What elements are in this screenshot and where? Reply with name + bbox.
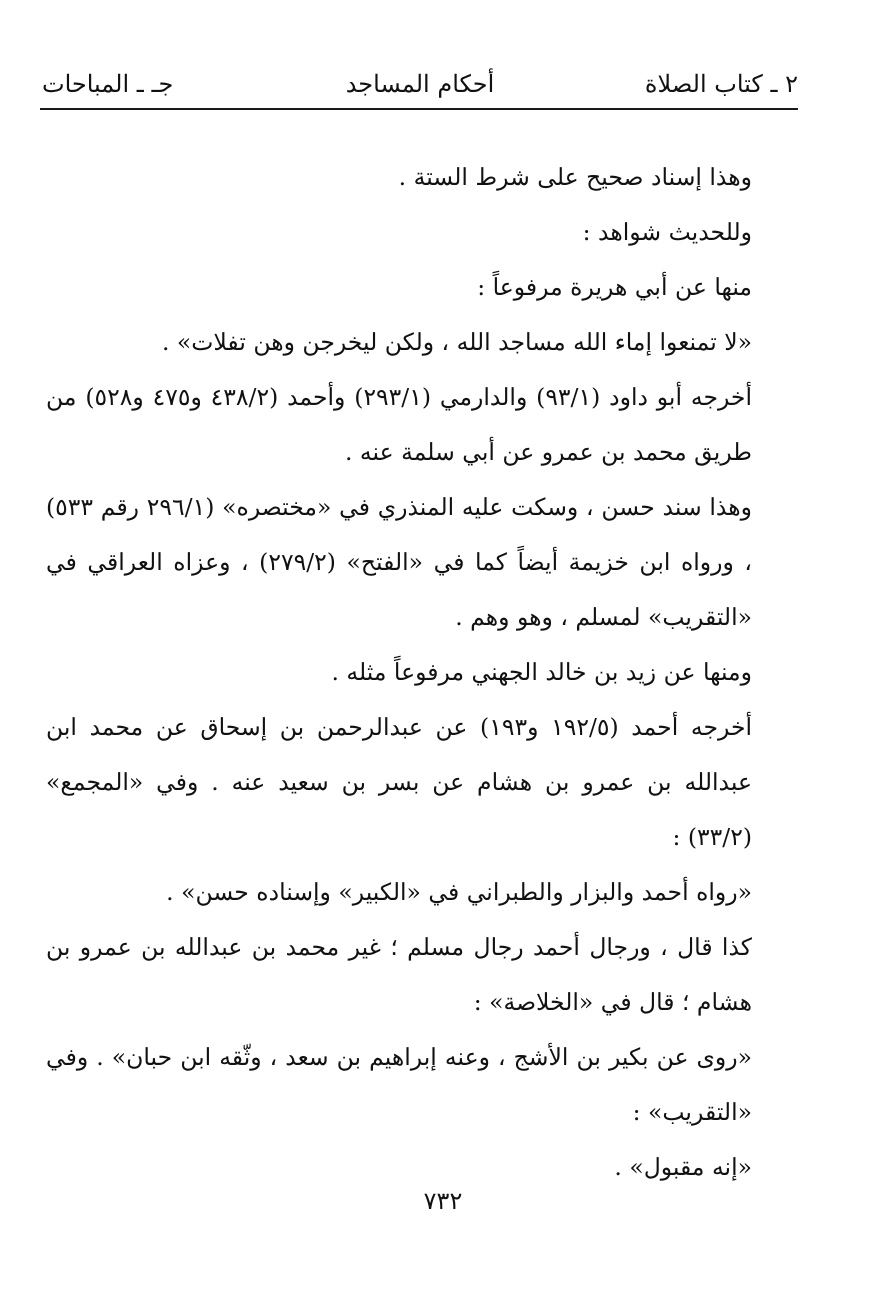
header-section-title: جـ ـ المباحات <box>42 70 174 98</box>
header-divider <box>40 108 798 110</box>
paragraph: كذا قال ، ورجال أحمد رجال مسلم ؛ غير محمد بن عبدالله بن عمرو بن هشام ؛ قال في «الخلاصة» : <box>46 933 752 1016</box>
paragraph: أخرجه أبو داود (٩٣/١) والدارمي (٢٩٣/١) وأحمد (٤٣٨/٢ و٤٧٥ و٥٢٨) من طريق محمد بن عمرو عن أبي سلمة عنه . <box>46 383 752 466</box>
page-number: ٧٣٢ <box>423 1187 463 1215</box>
paragraph: وهذا إسناد صحيح على شرط الستة . <box>398 163 752 191</box>
header-chapter-title: ٢ ـ كتاب الصلاة <box>644 70 798 98</box>
page-header <box>42 62 798 106</box>
header-book-title: أحكام المساجد <box>345 70 495 98</box>
quoted-hadith: «لا تمنعوا إماء الله مساجد الله ، ولكن ليخرجن وهن تفلات» . <box>161 328 752 356</box>
quoted-text: «روى عن بكير بن الأشج ، وعنه إبراهيم بن سعد ، وثّقه ابن حبان» . وفي «التقريب» : <box>46 1043 752 1126</box>
paragraph: وهذا سند حسن ، وسكت عليه المنذري في «مختصره» (٢٩٦/١ رقم ٥٣٣) ، ورواه ابن خزيمة أيضاً كما في «الفتح» (٢٧٩/٢) ، وعزاه العراقي في «التقريب» لمسلم ، وهو وهم . <box>46 493 752 631</box>
page-body <box>46 150 774 1195</box>
quoted-text: «إنه مقبول» . <box>614 1153 752 1181</box>
paragraph: أخرجه أحمد (١٩٢/٥ و١٩٣) عن عبدالرحمن بن إسحاق عن محمد ابن عبدالله بن عمرو بن هشام عن بسر بن سعيد عنه . وفي «المجمع» (٣٣/٢) : <box>46 713 753 851</box>
paragraph: منها عن أبي هريرة مرفوعاً : <box>477 273 752 301</box>
quoted-text: «رواه أحمد والبزار والطبراني في «الكبير» وإسناده حسن» . <box>166 878 752 906</box>
paragraph: وللحديث شواهد : <box>582 218 752 246</box>
paragraph: ومنها عن زيد بن خالد الجهني مرفوعاً مثله . <box>331 658 752 686</box>
